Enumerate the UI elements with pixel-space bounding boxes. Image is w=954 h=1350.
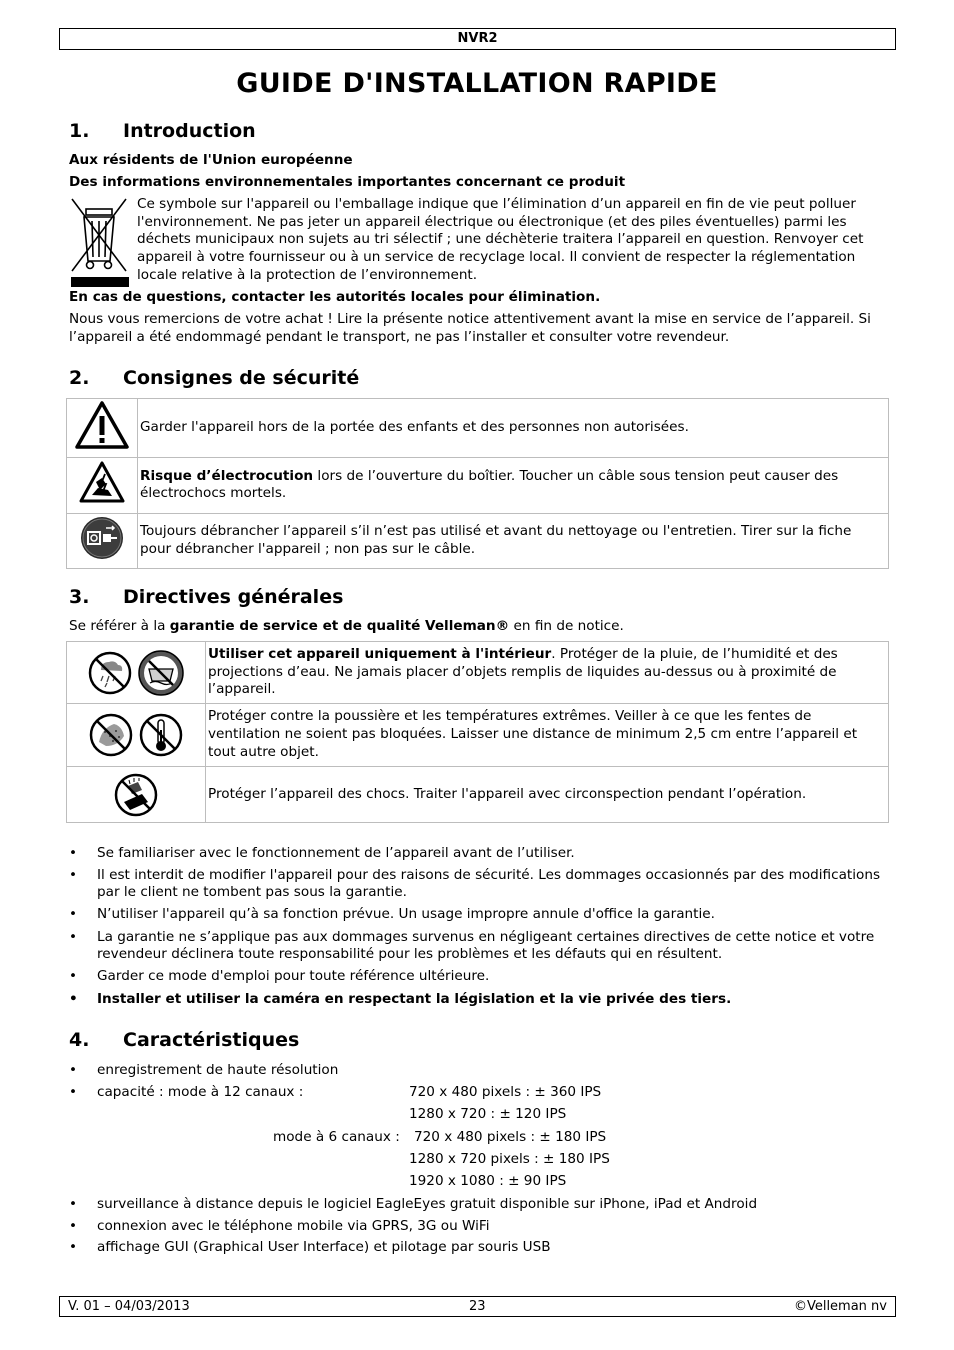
section-number: 3. bbox=[69, 586, 90, 608]
general-icon-cell bbox=[67, 642, 206, 704]
general-text-cell bbox=[206, 767, 889, 823]
no-shock-icon bbox=[112, 772, 160, 818]
list-item: • Garder ce mode d'emploi pour toute référence ultérieure. bbox=[69, 968, 889, 986]
list-item-bold: • Installer et utiliser la caméra en respectant la législation et la vie privée des tiers. bbox=[69, 991, 889, 1009]
questions-notice: En cas de questions, contacter les autorités locales pour élimination. bbox=[69, 289, 601, 305]
features-list-top bbox=[69, 1062, 889, 1080]
section-title: Consignes de sécurité bbox=[123, 367, 360, 389]
model-name: NVR2 bbox=[457, 31, 498, 46]
no-dust-icon bbox=[88, 712, 134, 758]
weee-bin-icon bbox=[68, 197, 130, 289]
section-general-heading bbox=[69, 585, 343, 610]
safety-bold-text: Risque d’électrocution bbox=[140, 467, 314, 484]
env-info-label: Des informations environnementales importantes concernant ce produit bbox=[69, 174, 626, 190]
general-text: Protéger l’appareil des chocs. Traiter l'appareil avec circonspection pendant l’opération. bbox=[208, 785, 807, 802]
list-item: • affichage GUI (Graphical User Interface) et pilotage par souris USB bbox=[69, 1239, 889, 1257]
safety-row bbox=[67, 513, 889, 568]
general-text: Protéger contre la poussière et les températures extrêmes. Veiller à ce que les fentes de ventilation ne soient pas bloquées. Laisser une distance de minimum 2,5 cm entre l’appareil et tout autre objet. bbox=[208, 708, 858, 760]
section-title: Caractéristiques bbox=[123, 1029, 300, 1051]
list-item: • N’utiliser l'appareil qu’à sa fonction prévue. Un usage impropre annule d'office la garantie. bbox=[69, 906, 889, 924]
section-number: 1. bbox=[69, 120, 90, 142]
mode6-label: mode à 6 canaux : bbox=[273, 1129, 400, 1145]
general-text-cell bbox=[206, 642, 889, 704]
eu-residents-label: Aux résidents de l'Union européenne bbox=[69, 152, 353, 168]
mode12-line: 1280 x 720 : ± 120 IPS bbox=[409, 1106, 567, 1122]
safety-text-cell bbox=[138, 457, 889, 513]
safety-text-cell bbox=[138, 513, 889, 568]
unplug-icon bbox=[79, 515, 125, 561]
no-rain-icon bbox=[87, 650, 133, 696]
warranty-text-bold: garantie de service et de qualité Velleman® bbox=[169, 618, 510, 634]
section-number: 2. bbox=[69, 367, 90, 389]
thanks-paragraph: Nous vous remercions de votre achat ! Lire la présente notice attentivement avant la mise en service de l’appareil. Si l’appareil a été endommagé pendant le transport, ne pas l’installer et consulter votre revendeur. bbox=[69, 311, 871, 345]
safety-table bbox=[66, 398, 889, 569]
general-row bbox=[67, 642, 889, 704]
safety-row bbox=[67, 399, 889, 458]
safety-text-cell bbox=[138, 399, 889, 458]
warning-triangle-icon bbox=[74, 400, 130, 450]
warranty-text-pre: Se référer à la bbox=[69, 618, 170, 634]
page-footer bbox=[59, 1296, 896, 1317]
page-header bbox=[59, 28, 896, 50]
safety-icon-cell bbox=[67, 513, 138, 568]
general-row bbox=[67, 704, 889, 767]
general-bullet-list bbox=[69, 845, 889, 1008]
list-item: • surveillance à distance depuis le logiciel EagleEyes gratuit disponible sur iPhone, iPad et Android bbox=[69, 1196, 889, 1214]
general-icon-cell bbox=[67, 704, 206, 767]
list-item: • La garantie ne s’applique pas aux dommages survenus en négligeant certaines directives de cette notice et votre revendeur déclinera toute responsabilité pour les problèmes et les défauts qui en résultent. bbox=[69, 929, 889, 964]
features-list-bottom bbox=[69, 1196, 889, 1257]
footer-version: V. 01 – 04/03/2013 bbox=[68, 1299, 190, 1314]
safety-text: Garder l'appareil hors de la portée des enfants et des personnes non autorisées. bbox=[140, 419, 689, 435]
section-title: Introduction bbox=[123, 120, 256, 142]
section-number: 4. bbox=[69, 1029, 90, 1051]
electrocution-warning-icon bbox=[78, 460, 126, 504]
mode12-line: 720 x 480 pixels : ± 360 IPS bbox=[409, 1084, 602, 1100]
page-number: 23 bbox=[469, 1299, 486, 1314]
weee-text: Ce symbole sur l'appareil ou l'emballage indique que l’élimination d’un appareil en fin de vie peut polluer l'environnement. Ne pas jeter un appareil électrique ou électronique (et des piles éventuelles) parmi les déchets municipaux non sujets au tri sélectif ; une déchèterie traitera l’appareil en question. Renvoyer cet appareil à votre fournisseur ou à un service de recyclage local. Il convient de respecter la réglementation locale relative à la protection de l’environnement. bbox=[137, 196, 864, 283]
no-extreme-temperature-icon bbox=[138, 712, 184, 758]
section-introduction-heading bbox=[69, 119, 256, 144]
safety-text: Toujours débrancher l’appareil s’il n’est pas utilisé et avant du nettoyage ou l'entretien. Tirer sur la fiche pour débrancher l'appareil ; non pas sur le câble. bbox=[140, 523, 852, 557]
warranty-text-post: en fin de notice. bbox=[509, 618, 624, 634]
warranty-reference bbox=[69, 618, 624, 636]
list-item: • Il est interdit de modifier l'appareil pour des raisons de sécurité. Les dommages occasionnés par des modifications par le client ne tombent pas sous la garantie. bbox=[69, 867, 889, 902]
general-bold-text: Utiliser cet appareil uniquement à l'intérieur bbox=[208, 645, 552, 662]
safety-text: lors de l’ouverture du boîtier. Toucher un câble sous tension peut causer des électrochocs mortels. bbox=[140, 467, 839, 502]
section-features-heading bbox=[69, 1028, 299, 1053]
list-item: • connexion avec le téléphone mobile via GPRS, 3G ou WiFi bbox=[69, 1218, 889, 1236]
page-title: GUIDE D'INSTALLATION RAPIDE bbox=[236, 68, 718, 99]
general-table bbox=[66, 641, 889, 823]
section-title: Directives générales bbox=[123, 586, 344, 608]
list-item: • Se familiariser avec le fonctionnement de l’appareil avant de l’utiliser. bbox=[69, 845, 889, 863]
no-water-icon bbox=[137, 649, 185, 697]
safety-icon-cell bbox=[67, 457, 138, 513]
general-row bbox=[67, 767, 889, 823]
mode6-line: 720 x 480 pixels : ± 180 IPS bbox=[414, 1129, 607, 1145]
list-item: • capacité : mode à 12 canaux : bbox=[69, 1084, 889, 1102]
footer-copyright: ©Velleman nv bbox=[793, 1299, 887, 1314]
general-icon-cell bbox=[67, 767, 206, 823]
mode6-line: 1920 x 1080 : ± 90 IPS bbox=[409, 1173, 567, 1189]
safety-row bbox=[67, 457, 889, 513]
list-item: • enregistrement de haute résolution bbox=[69, 1062, 889, 1080]
section-safety-heading bbox=[69, 366, 359, 391]
general-text: . Protéger de la pluie, de l’humidité et des projections d’eau. Ne jamais placer d’objets remplis de liquides au-dessus ou à proximité de l’appareil. bbox=[208, 645, 838, 698]
safety-icon-cell bbox=[67, 399, 138, 458]
mode6-line: 1280 x 720 pixels : ± 180 IPS bbox=[409, 1151, 610, 1167]
general-text-cell bbox=[206, 704, 889, 767]
